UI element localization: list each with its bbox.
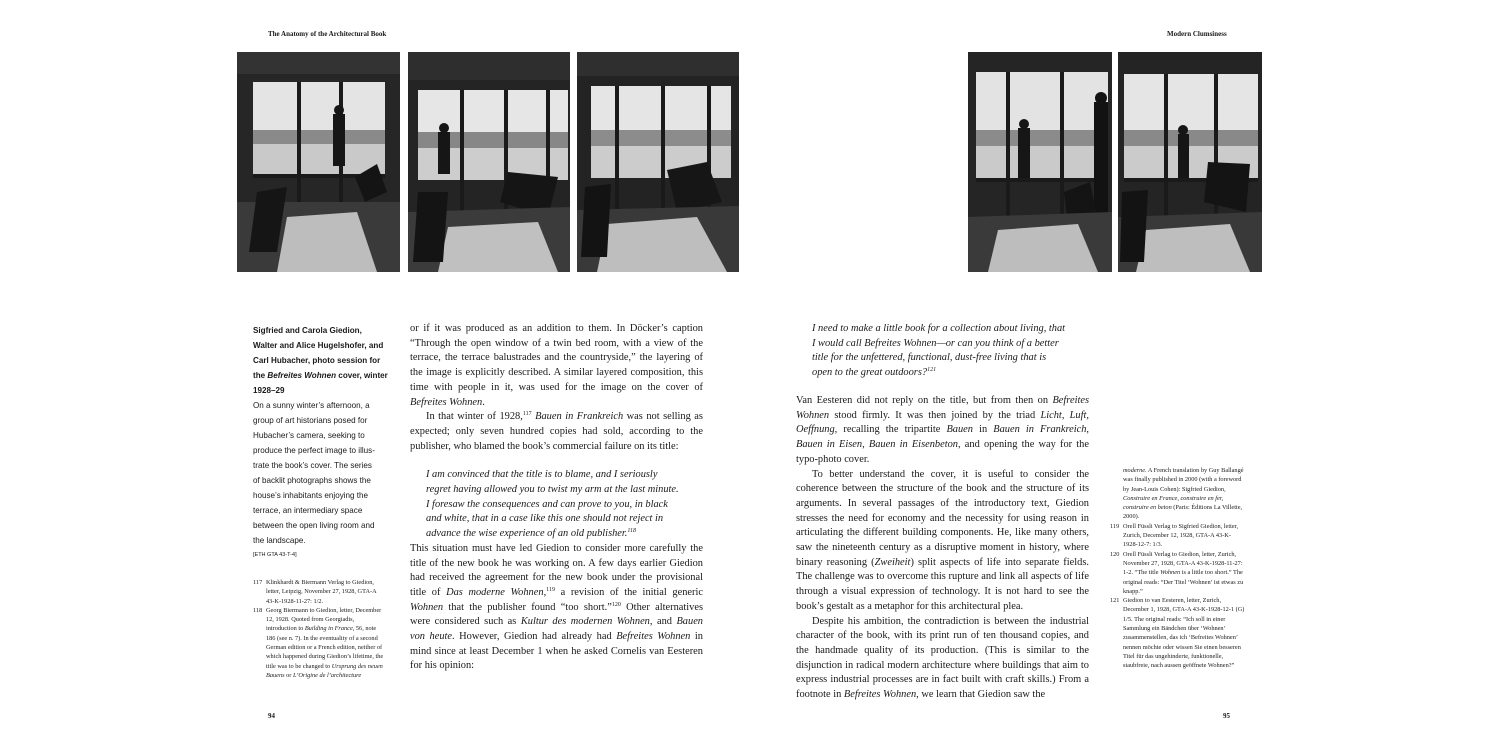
footnote-ref: 118 (627, 528, 636, 535)
block-quote-right (812, 322, 1102, 381)
footnote-text: Orell Füssli Verlag to Giedion, letter, Zurich, November 27, 1928, GTA-A 43-K-1928-11-27: 1-2. “The title (1123, 550, 1243, 577)
footnote-number: 118 (253, 606, 263, 614)
photo-caption (253, 323, 393, 560)
book-title: Befreites Wohnen (616, 631, 691, 643)
caption-title-line: Carl Hubacher, photo session for (253, 356, 381, 365)
caption-title-line: Walter and Alice Hugelshofer, and (253, 341, 384, 350)
caption-body-line: of backlit photographs shows the (253, 476, 371, 485)
caption-credit: [ETH GTA 43-T-4] (253, 552, 297, 558)
photo-2-terrace-reclining-figure (408, 52, 570, 272)
caption-body-line: terrace, an intermediary space (253, 506, 363, 515)
caption-body-line: house’s inhabitants enjoying the (253, 491, 369, 500)
quote-line: I would call Befreites Wohnen—or can you think of a better (812, 337, 1059, 349)
body-text: Van Eesteren did not reply on the title, but from then on (796, 395, 1053, 406)
footnote-number: 120 (1110, 550, 1120, 558)
footnote-text (1123, 466, 1245, 522)
footnote-text: or (284, 671, 293, 679)
footnote-text: (Paris: Éditions La Villette, 2000). (1123, 504, 1243, 521)
book-title: Bauen (946, 424, 973, 436)
footnote-120 (1110, 550, 1245, 596)
quote-line: I am convinced that the title is to blame, and I seriously (426, 469, 658, 481)
footnote-book-title: Construire en France, construire en fer, construire en beton (1123, 494, 1224, 512)
quote-line: I foresaw the consequences and can prove to you, in black (426, 498, 668, 510)
caption-title-text: the (253, 371, 268, 380)
caption-title-book: Befreites Wohnen (267, 371, 337, 380)
body-text: was not selling as expected; only seven hundred copies had sold, according to the publisher, who blamed the book’s commercial failure on its title: (410, 411, 703, 452)
book-title: Wohnen (410, 601, 444, 613)
body-text: , (543, 586, 547, 598)
caption-body-line: Hubacher’s camera, seeking to (253, 431, 365, 440)
body-paragraph (796, 468, 1089, 615)
book-title: Das moderne Wohnen (446, 586, 544, 598)
body-text: In that winter of 1928, (426, 411, 523, 423)
quote-line-text: advance the wise experience of an old publisher. (426, 528, 628, 540)
footnote-text (1123, 550, 1245, 596)
footnote-number: 117 (253, 579, 263, 586)
caption-body-line: produce the perfect image to illus- (253, 446, 375, 455)
photo-1-terrace-standing-man (237, 52, 400, 272)
footnote-121 (1110, 596, 1245, 670)
body-paragraph (796, 394, 1089, 468)
body-text: Other alternatives were considered such as (410, 601, 704, 628)
body-text: in mind since at least December 1 when he asked Cornelis van Eesteren for his opinion: (410, 631, 703, 672)
footnote-text: Georg Biermann to Giedion, letter, December 12, 1928. Quoted from Georgiadis, introduction to (266, 606, 382, 633)
book-title: Bauen in Frankreich (535, 411, 624, 423)
caption-title-line (253, 368, 393, 383)
footnote-117 (253, 578, 385, 606)
body-paragraph (410, 542, 703, 674)
book-title: Befreites Wohnen (410, 396, 483, 408)
footnote-ref: 120 (611, 601, 621, 608)
body-text: To better understand the cover, it is useful to consider the coherence between the structure of the book and the structure of its arguments. In several passages of the introductory text, Giedion stresses the need for economy and the necessity for using reason in articulating the different building components. He, like many others, saw the nineteenth century as a disruptive moment in history, where binary reasoning ( (796, 468, 1089, 568)
footnote-book-title: Ursprung des neuen Bauens (266, 662, 383, 679)
footnote-text: , 56, note 186 (see n. 7). In the eventuality of a second German edition or a French edition, neither of which happened during Giedion’s lifetime, the title was to be changed to (266, 625, 384, 670)
footnote-book-title: Building in France (304, 625, 353, 633)
footnote-text: Klinkhardt & Biermann Verlag to Giedion, letter, Leipzig, November 27, 1928, GTA-A 43-K-1928-11-27: 1/2. (266, 579, 377, 605)
book-title: Befreites Wohnen (843, 689, 917, 701)
footnotes-right (1110, 466, 1245, 671)
body-paragraph (410, 322, 703, 410)
caption-body-line: On a sunny winter’s afternoon, a (253, 401, 370, 410)
book-title: Befreites Wohnen (796, 395, 1089, 421)
photo-4-terrace-two-figures (968, 52, 1112, 272)
body-text: , recalling the tripartite (834, 424, 947, 436)
footnotes-left (253, 578, 385, 680)
caption-body-line: between the open living room and (253, 521, 375, 530)
body-text: . However, Giedion had already had (452, 631, 617, 643)
book-title: Bauen in Frankreich, Bauen in Eisen, Bauen in Eisenbeton (796, 424, 1090, 451)
block-quote (410, 468, 703, 542)
body-text: ) split aspects of life into separate fields. The challenge was to overcome this rupture and link all aspects of life through a visual expression of technology. It is not hard to see the book’s gestalt as a metaphor for this architectural plea. (796, 556, 1089, 612)
body-text: stood firmly. It was then joined by the triad (829, 409, 1041, 421)
body-text: . (482, 396, 485, 408)
footnote-book-title: moderne (1123, 467, 1146, 474)
book-title: Licht, Luft, Oeffnung (796, 409, 1089, 436)
body-column-left (410, 322, 703, 674)
book-title: Zweiheit (874, 556, 911, 568)
quote-line-text: open to the great outdoors? (812, 367, 928, 379)
footnote-ref: 119 (546, 586, 555, 593)
footnote-ref: 117 (522, 411, 532, 418)
body-text: in (972, 424, 994, 436)
page-number-right: 95 (1223, 712, 1230, 720)
body-text: or if it was produced as an addition to them. In Döcker’s caption “Through the open window of a twin bed room, with a view of the terrace, the terrace balustrades and the countryside,” the layering of the image is explicitly described. A similar layered composition, this time with people in it, was used for the image on the cover of (410, 323, 703, 393)
caption-body-line: the landscape. (253, 536, 306, 545)
footnote-119 (1110, 522, 1245, 550)
footnote-text (266, 606, 385, 680)
footnote-text: Giedion to van Eesteren, letter, Zurich, December 1, 1928, GTA-A 43-K-1928-12-1 (G) 1/5. The original reads: “Ich soll in einer Sammlung ein Bändchen über ‘Wohnen’ zusammenstellen, das ich ‘Befreites Wohnen’ nennen möchte oder wissen Sie einen besseren Titel für das ungehinderte, funktionelle, staubfreie, nach aussen geöffnete Wohnen?” (1123, 597, 1245, 670)
footnote-118 (253, 606, 385, 680)
quote-line: I need to make a little book for a collection about living, that (812, 323, 1066, 334)
body-text: This situation must have led Giedion to consider more carefully the title of the new book he was working on. A few days earlier Giedion had received the agreement for the new book under the provisional title of (410, 542, 703, 598)
footnote-ref: 121 (927, 367, 937, 374)
body-paragraph (796, 615, 1089, 703)
caption-title-line: 1928–29 (253, 386, 285, 395)
body-text: a revision of the initial generic (554, 586, 704, 598)
footnote-book-title: L’Origine de l’architecture (292, 671, 362, 679)
footnote-number: 121 (1110, 597, 1120, 605)
page-number-left: 94 (268, 712, 275, 720)
photo-5-terrace-reclining-couple (1118, 52, 1262, 272)
footnote-text: . A French translation by Guy Ballangé was finally published in 2000 (with a foreword by Jean-Louis Cohen): Sigfried Giedion, (1123, 467, 1244, 493)
body-text: , and opening the way for the typo-photo cover. (796, 439, 1089, 465)
caption-body-line: trate the book’s cover. The series (253, 461, 372, 470)
running-head-right: Modern Clumsiness (1167, 30, 1227, 38)
footnote-text: Orell Füssli Verlag to Sigfried Giedion, letter, Zurich, December 12, 1928, GTA-A 43-K-1928-12-7: 1/3. (1123, 522, 1239, 549)
footnote-text: is a little too short.” The original reads: “Der Titel ‘Wohnen’ ist etwas zu knapp.” (1123, 569, 1244, 595)
footnote-book-title: Wohnen (1160, 569, 1181, 577)
body-column-right (796, 394, 1089, 703)
book-title: Bauen von heute (410, 616, 703, 643)
quote-line: regret having allowed you to twist my arm at the last minute. (426, 484, 679, 496)
caption-title-text: cover, winter (336, 371, 388, 380)
body-text: that the publisher found “too short.” (443, 601, 612, 613)
footnote-number: 119 (1110, 522, 1120, 530)
body-text: , we learn that Giedion saw the (916, 689, 1046, 701)
caption-title-line: Sigfried and Carola Giedion, (253, 326, 362, 335)
photo-3-terrace-empty-chairs (577, 52, 739, 272)
running-head-left: The Anatomy of the Architectural Book (268, 30, 387, 38)
book-title: Kultur des modernen Wohnen (520, 616, 650, 628)
body-text: Despite his ambition, the contradiction is between the industrial character of the book, with its print run of ten thousand copies, and the handmade quality of its production. (This is similar to the disjunction in radical modern architecture where buildings that aim to express industrial processes are in fact built with craft skills.) From a footnote in (796, 615, 1089, 701)
body-text: , and (649, 616, 677, 628)
quote-line: and white, that in a case like this one should not reject in (426, 513, 664, 525)
quote-line (426, 527, 703, 542)
caption-body-line: group of art historians posed for (253, 416, 368, 425)
quote-line (812, 366, 1102, 381)
quote-line: title for the unfettered, functional, dust-free living that is (812, 352, 1047, 364)
footnote-118-continued (1110, 466, 1245, 522)
body-paragraph (410, 410, 703, 454)
